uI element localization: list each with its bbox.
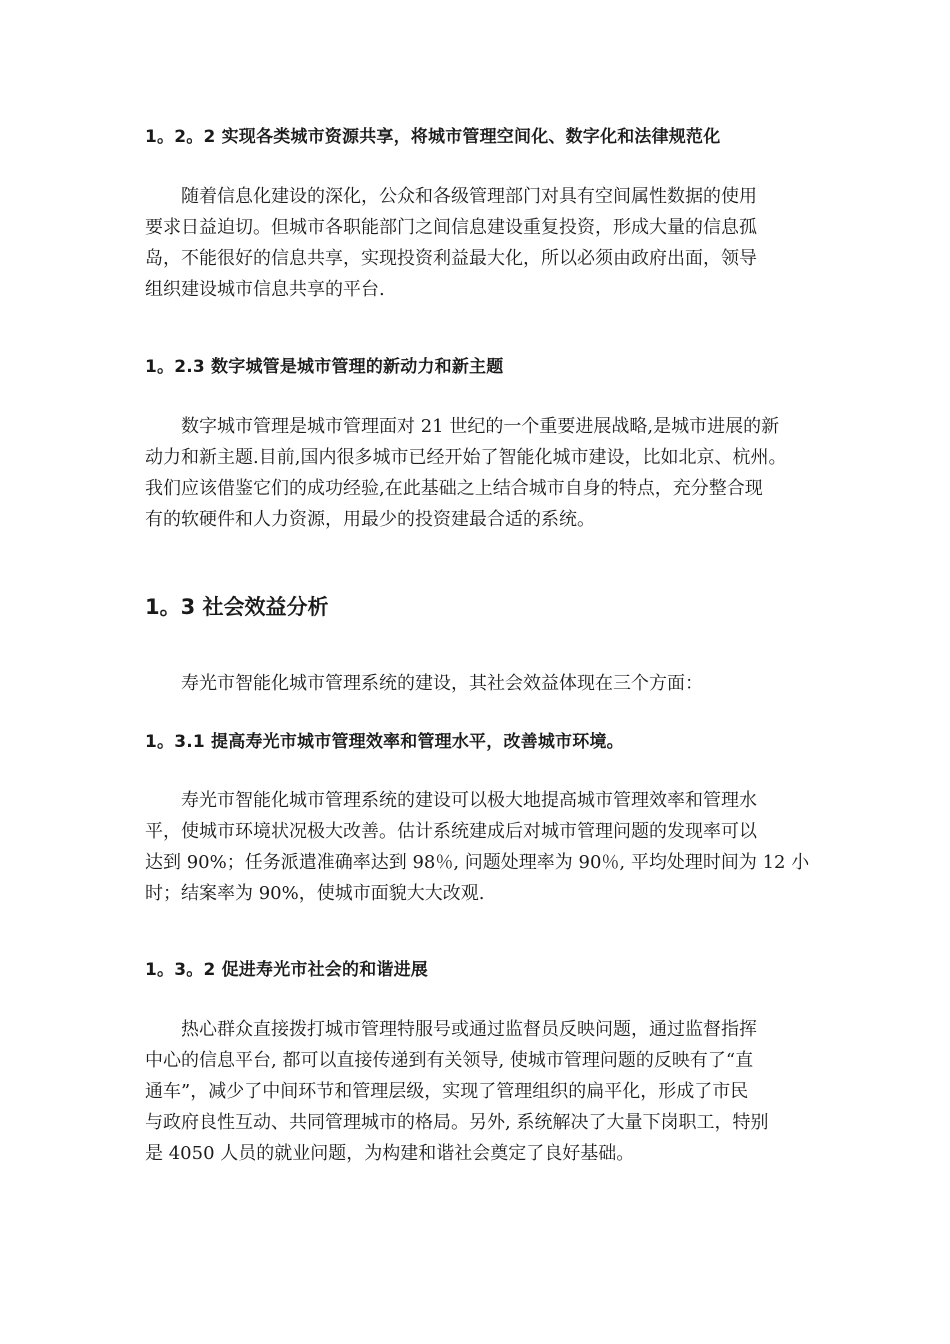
paragraph-line: 岛，不能很好的信息共享，实现投资利益最大化，所以必须由政府出面，领导 bbox=[145, 248, 757, 269]
heading-1-3-2: 1。3。2 促进寿光市社会的和谐进展 bbox=[145, 960, 429, 980]
paragraph-line: 随着信息化建设的深化，公众和各级管理部门对具有空间属性数据的使用 bbox=[181, 186, 757, 207]
heading-1-2-2: 1。2。2 实现各类城市资源共享，将城市管理空间化、数字化和法律规范化 bbox=[145, 127, 721, 147]
paragraph-1-3-2 bbox=[145, 1014, 815, 1169]
paragraph-line: 有的软硬件和人力资源，用最少的投资建最合适的系统。 bbox=[145, 509, 595, 530]
paragraph-line: 热心群众直接拨打城市管理特服号或通过监督员反映问题，通过监督指挥 bbox=[181, 1019, 757, 1040]
paragraph-line: 是 4050 人员的就业问题，为构建和谐社会奠定了良好基础。 bbox=[145, 1143, 635, 1164]
paragraph-1-2-2 bbox=[145, 181, 815, 305]
heading-1-2-3: 1。2.3 数字城管是城市管理的新动力和新主题 bbox=[145, 357, 504, 377]
paragraph-line: 组织建设城市信息共享的平台. bbox=[145, 279, 385, 300]
paragraph-line: 平，使城市环境状况极大改善。估计系统建成后对城市管理问题的发现率可以 bbox=[145, 821, 757, 842]
paragraph-line: 寿光市智能化城市管理系统的建设，其社会效益体现在三个方面： bbox=[181, 673, 703, 694]
paragraph-line: 动力和新主题.目前,国内很多城市已经开始了智能化城市建设，比如北京、杭州。 bbox=[145, 447, 787, 468]
paragraph-line: 通车”，减少了中间环节和管理层级，实现了管理组织的扁平化，形成了市民 bbox=[145, 1081, 749, 1102]
paragraph-line: 达到 90%；任务派遣准确率达到 98％, 问题处理率为 90％, 平均处理时间为 12 小 bbox=[145, 852, 810, 873]
paragraph-line: 时；结案率为 90%，使城市面貌大大改观. bbox=[145, 883, 485, 904]
paragraph-1-2-3 bbox=[145, 411, 815, 535]
paragraph-1-3 bbox=[145, 668, 815, 699]
paragraph-1-3-1 bbox=[145, 785, 815, 909]
paragraph-line: 寿光市智能化城市管理系统的建设可以极大地提高城市管理效率和管理水 bbox=[181, 790, 757, 811]
paragraph-line: 数字城市管理是城市管理面对 21 世纪的一个重要进展战略,是城市进展的新 bbox=[181, 416, 780, 437]
heading-1-3: 1。3 社会效益分析 bbox=[145, 595, 329, 619]
paragraph-line: 与政府良性互动、共同管理城市的格局。另外, 系统解决了大量下岗职工，特别 bbox=[145, 1112, 769, 1133]
paragraph-line: 中心的信息平台, 都可以直接传递到有关领导, 使城市管理问题的反映有了“直 bbox=[145, 1050, 754, 1071]
heading-1-3-1: 1。3.1 提高寿光市城市管理效率和管理水平，改善城市环境。 bbox=[145, 732, 624, 752]
paragraph-line: 我们应该借鉴它们的成功经验,在此基础之上结合城市自身的特点，充分整合现 bbox=[145, 478, 763, 499]
paragraph-line: 要求日益迫切。但城市各职能部门之间信息建设重复投资，形成大量的信息孤 bbox=[145, 217, 757, 238]
